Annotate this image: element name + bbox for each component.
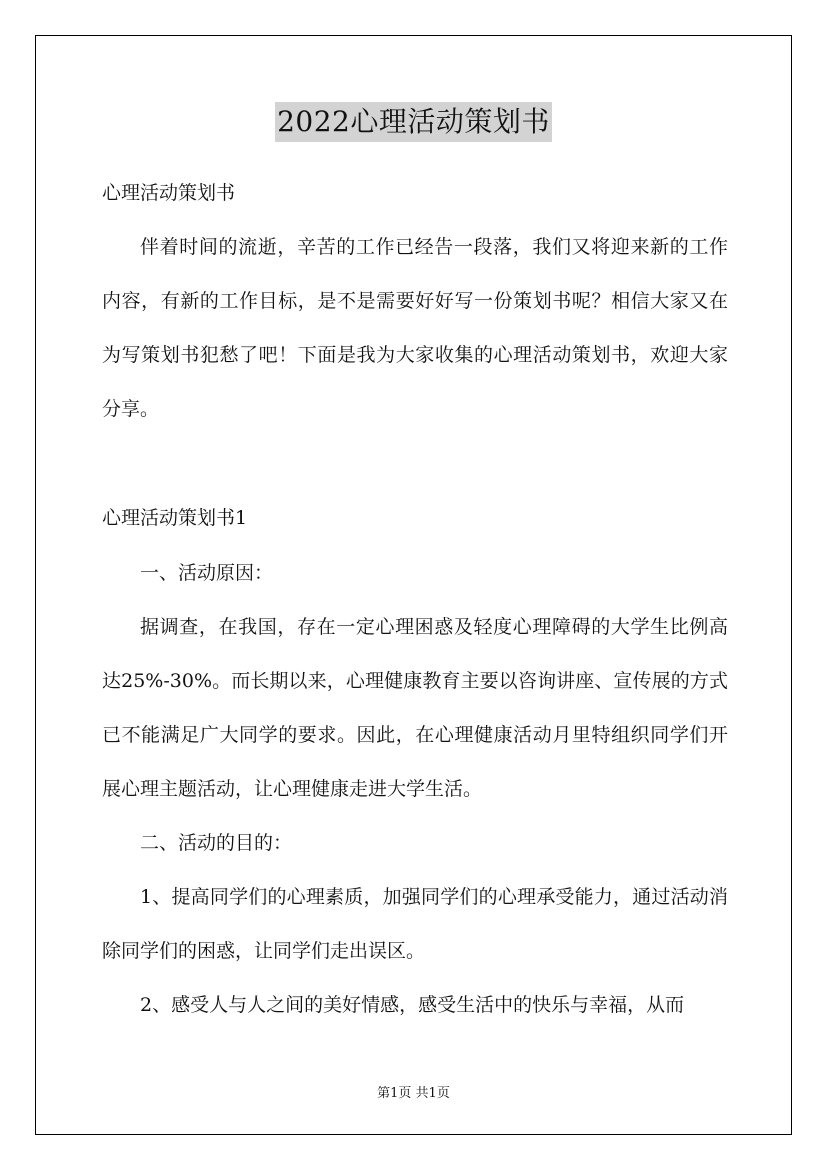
purpose-item-2: 2、感受人与人之间的美好情感，感受生活中的快乐与幸福，从而: [140, 994, 685, 1016]
title-container: [0, 102, 827, 142]
heading-reason: 一、活动原因：: [140, 562, 274, 584]
document-subtitle: 心理活动策划书: [102, 182, 236, 204]
intro-paragraph: 伴着时间的流逝，辛苦的工作已经告一段落，我们又将迎来新的工作内容，有新的工作目标，是不是需要好好写一份策划书呢？相信大家又在为写策划书犯愁了吧！下面是我为大家收集的心理活动策划书，欢迎大家分享。: [102, 236, 728, 420]
heading-purpose: 二、活动的目的：: [140, 832, 293, 854]
reason-paragraph: 据调查，在我国，存在一定心理困惑及轻度心理障碍的大学生比例高达25%-30%。而长期以来，心理健康教育主要以咨询讲座、宣传展的方式已不能满足广大同学的要求。因此，在心理健康活动月里特组织同学们开展心理主题活动，让心理健康走进大学生活。: [102, 616, 728, 800]
section-heading: 心理活动策划书1: [102, 507, 248, 529]
page-number-footer: 第1页 共1页: [377, 1086, 450, 1101]
document-title: 2022心理活动策划书: [275, 102, 552, 142]
purpose-item-1: 1、提高同学们的心理素质，加强同学们的心理承受能力，通过活动消除同学们的困惑，让同学们走出误区。: [102, 886, 728, 962]
